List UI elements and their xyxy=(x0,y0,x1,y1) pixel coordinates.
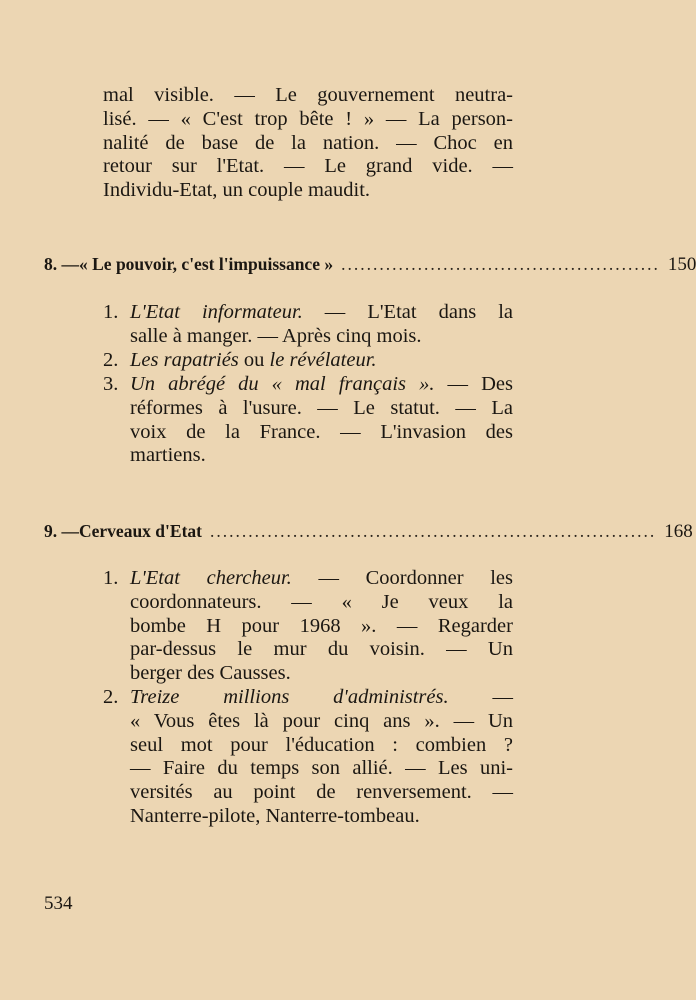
text-line xyxy=(130,567,513,591)
italic-text: Les rapatriés xyxy=(130,349,239,371)
text-line: par-dessus le mur du voisin. — Un xyxy=(130,638,513,661)
text-line: versités au point de renversement. — xyxy=(130,781,513,804)
text-line: voix de la France. — L'invasion des xyxy=(130,420,513,443)
text-line: nalité de base de la nation. — Choc en xyxy=(103,131,513,154)
chapter-title: « Le pouvoir, c'est l'impuissance » xyxy=(79,254,334,274)
text-line: lisé. — « C'est trop bête ! » — La person- xyxy=(103,107,513,130)
text-line: salle à manger. — Après cinq mois. xyxy=(130,324,422,347)
leader-dots: .................................................. xyxy=(341,254,660,274)
item-number: 3. xyxy=(103,373,119,395)
text-line: seul mot pour l'éducation : combien ? xyxy=(130,733,513,756)
text-line: martiens. xyxy=(130,444,206,467)
item-number: 2. xyxy=(103,349,119,371)
text-line xyxy=(130,349,513,373)
plain-text: — xyxy=(448,686,514,708)
text-line xyxy=(130,301,513,325)
text-line: — Faire du temps son allié. — Les uni- xyxy=(130,757,513,780)
italic-text: L'Etat informateur. xyxy=(130,301,303,323)
text-line xyxy=(130,686,513,710)
chapter-title: Cerveaux d'Etat xyxy=(79,521,202,541)
text-line: « Vous êtes là pour cinq ans ». — Un xyxy=(130,709,513,732)
text-line: berger des Causses. xyxy=(130,662,291,685)
text-line xyxy=(130,373,513,397)
chapter-number: 9. — xyxy=(44,521,79,541)
chapter-number: 8. — xyxy=(44,254,79,274)
text-line: Individu-Etat, un couple maudit. xyxy=(103,179,371,202)
italic-text: Un abrégé du « mal français ». xyxy=(130,373,435,395)
chapter-page: 150 xyxy=(667,254,696,275)
text-line: retour sur l'Etat. — Le grand vide. — xyxy=(103,155,513,178)
text-line: coordonnateurs. — « Je veux la xyxy=(130,590,513,613)
text-line: bombe H pour 1968 ». — Regarder xyxy=(130,614,513,637)
page-number: 534 xyxy=(44,893,73,914)
item-number: 2. xyxy=(103,686,119,708)
text-line: Nanterre-pilote, Nanterre-tombeau. xyxy=(130,804,420,827)
chapter-heading-9 xyxy=(44,521,693,543)
text-line: mal visible. — Le gouvernement neutra- xyxy=(103,84,513,106)
chapter-page: 168 xyxy=(664,521,693,542)
plain-text: ou xyxy=(238,349,270,371)
intro-paragraph xyxy=(103,84,513,203)
item-number: 1. xyxy=(103,301,119,323)
plain-text: — Des xyxy=(434,373,513,395)
text-line: réformes à l'usure. — Le statut. — La xyxy=(130,396,513,419)
chapter-heading-8 xyxy=(44,254,696,276)
item-number: 1. xyxy=(103,567,119,589)
italic-text: le révélateur. xyxy=(269,349,377,371)
italic-text: Treize millions d'administrés. xyxy=(130,686,449,708)
plain-text: — Coordonner les xyxy=(291,567,513,589)
italic-text: L'Etat chercheur. xyxy=(130,567,292,589)
plain-text: — L'Etat dans la xyxy=(302,301,513,323)
leader-dots: ...................................................................... xyxy=(209,521,657,541)
